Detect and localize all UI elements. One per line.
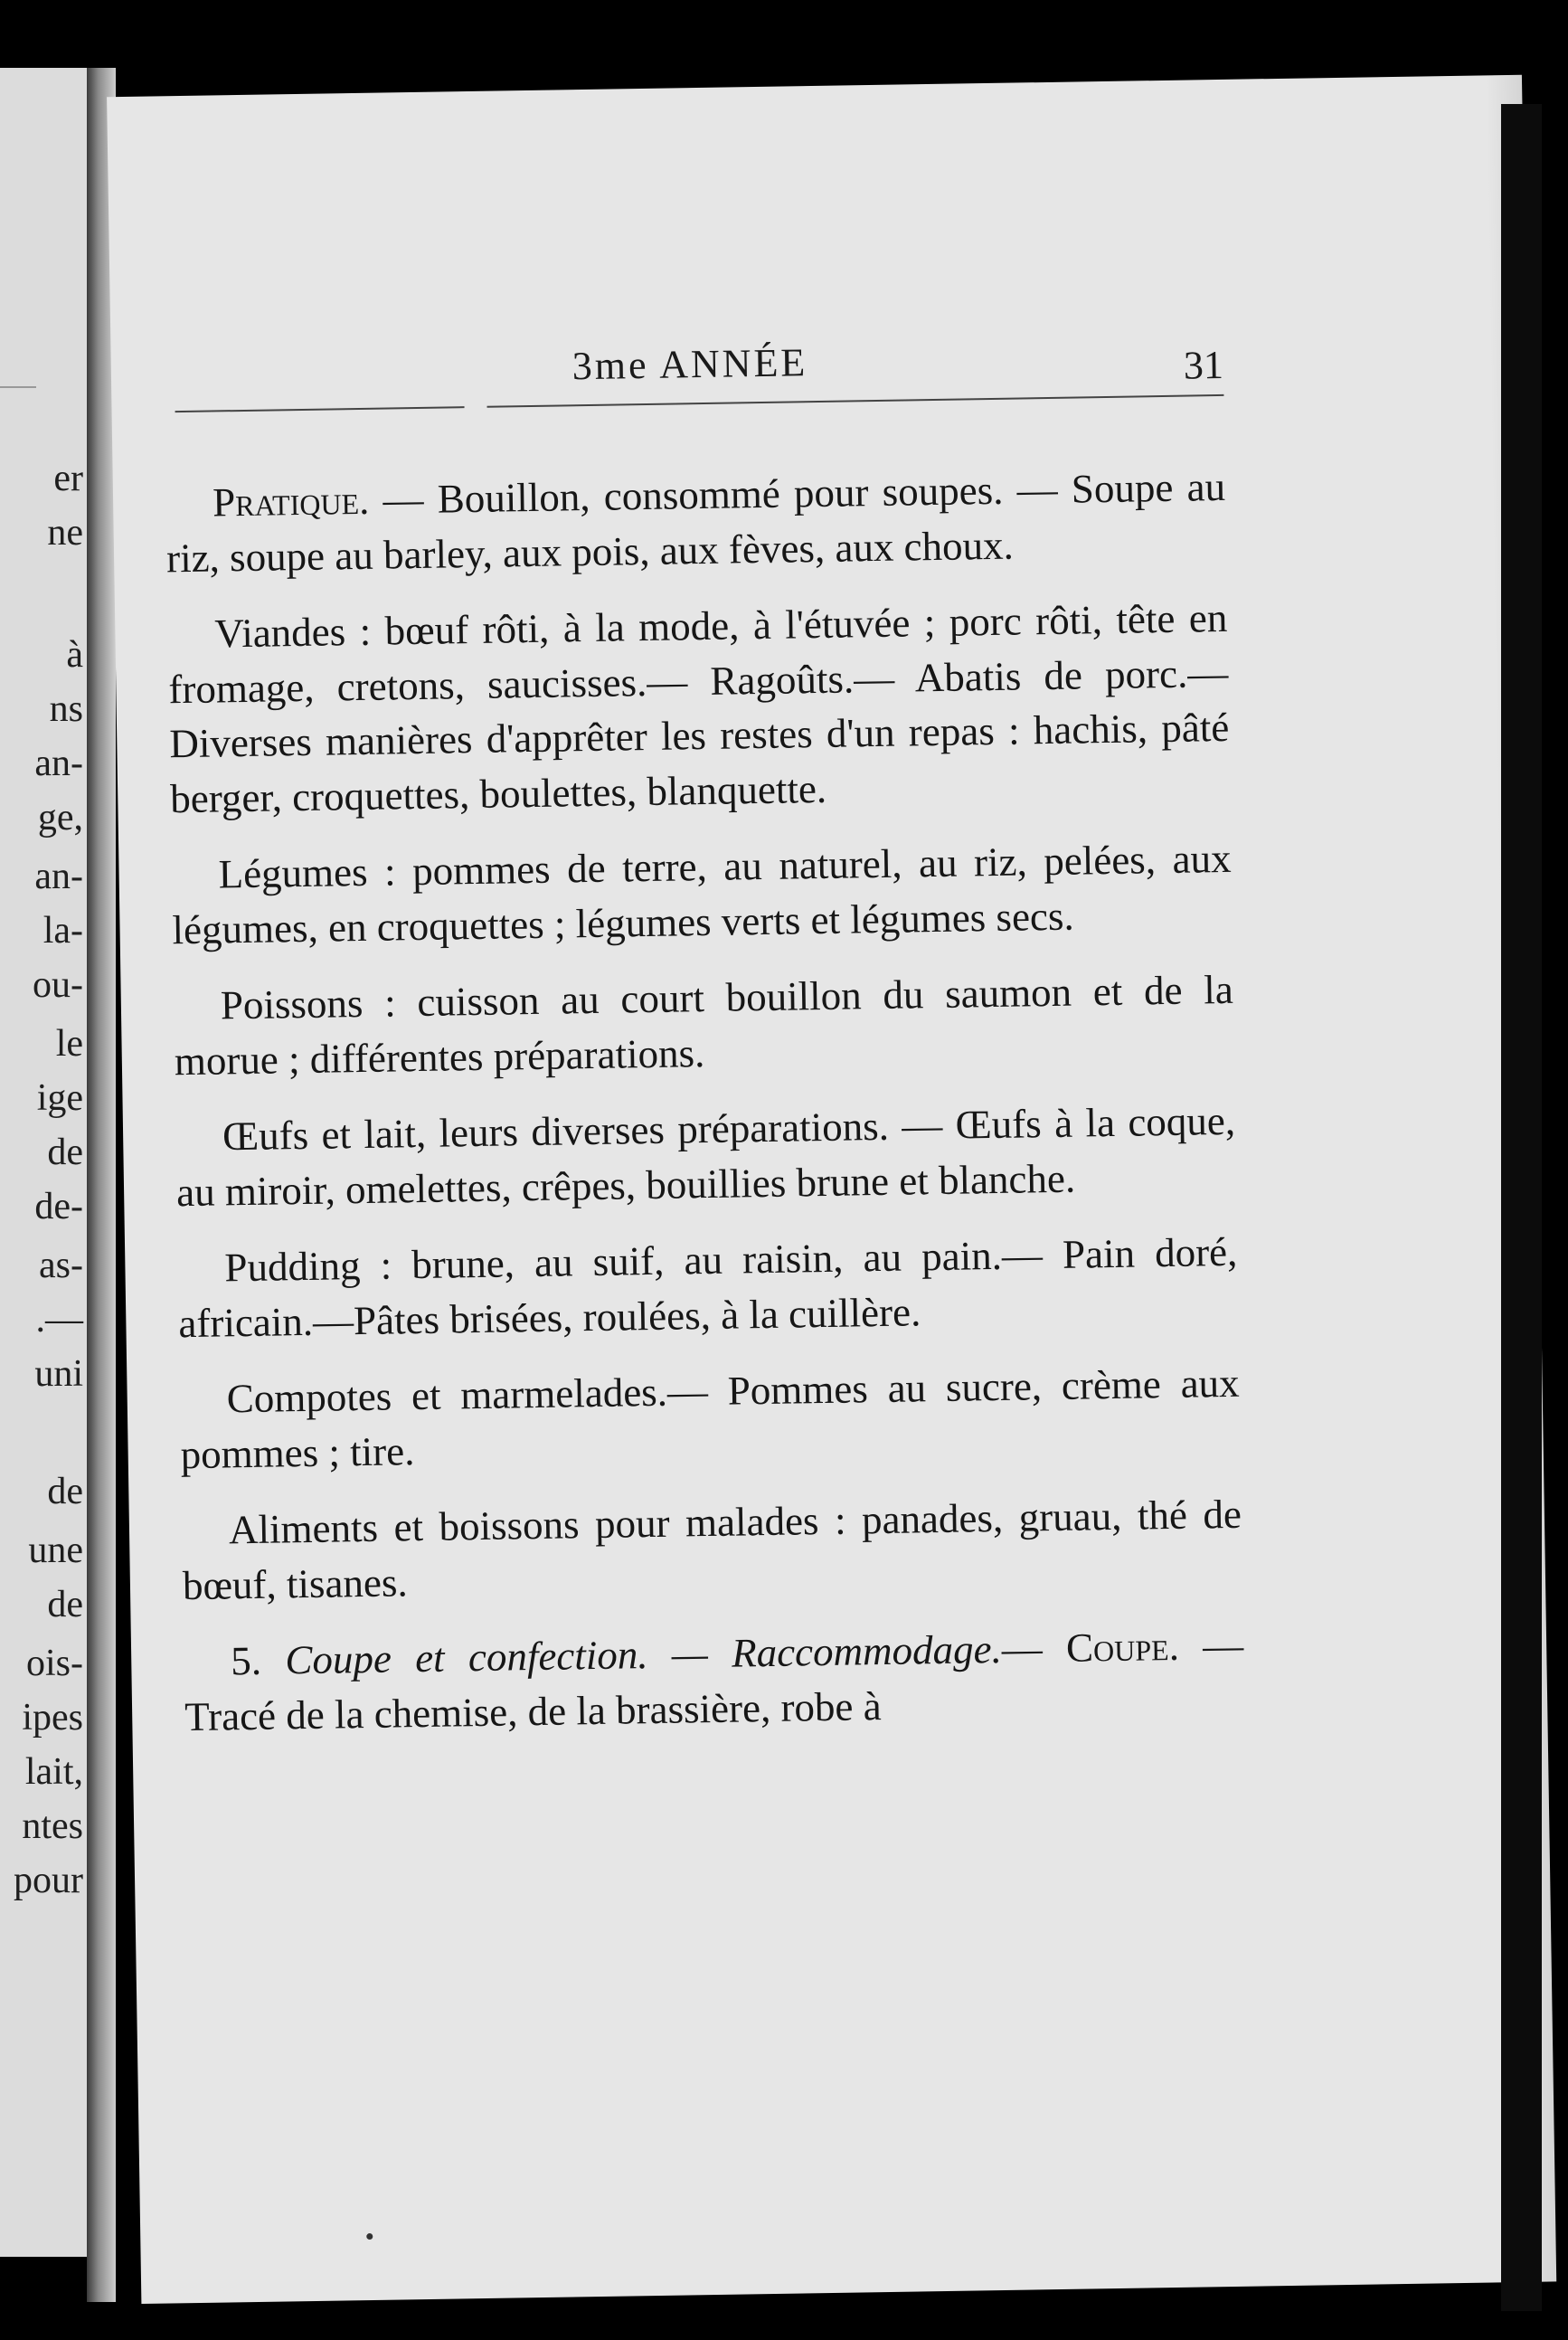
left-page-fragment: ne xyxy=(47,512,83,554)
page-number: 31 xyxy=(1183,342,1224,388)
left-page-fragment: ntes xyxy=(22,1805,83,1847)
left-page-fragment: pour xyxy=(14,1860,83,1901)
section-dash: — xyxy=(1001,1625,1044,1672)
left-page-fragment: ou- xyxy=(33,964,83,1006)
section-heading: Coupe et confection. — Raccommodage. xyxy=(284,1625,1003,1683)
paragraph-aliments: Aliments et boissons pour malades : panades, gruau, thé de bœuf, tisanes. xyxy=(182,1491,1242,1608)
left-page-fragment: de xyxy=(47,1584,83,1625)
book-page xyxy=(107,75,1556,2304)
left-page-fragment: ige xyxy=(36,1077,83,1119)
paragraph-viandes: Viandes : bœuf rôti, à la mode, à l'étuvée ; porc rôti, tête en fromage, cretons, saucisses.— Ragoûts.— Abatis de porc.— Diverses manières d'apprêter les restes d'un repas : hachis, pâté berger, croquettes, boulettes, blanquette. xyxy=(167,594,1230,821)
left-page-rule xyxy=(0,386,36,388)
left-page-fragment: à xyxy=(66,634,83,676)
paragraph-text: — Bouillon, consommé pour soupes. — Soupe au riz, soupe au barley, aux pois, aux fèves, aux choux. xyxy=(165,463,1226,581)
paragraph-compotes: Compotes et marmelades.— Pommes au sucre, crème aux pommes ; tire. xyxy=(180,1359,1240,1477)
left-page-fragment: an- xyxy=(34,856,83,897)
section-number: 5. xyxy=(230,1637,262,1684)
left-page-fragment: ipes xyxy=(22,1697,83,1738)
header-rule xyxy=(487,394,1224,408)
left-page-fragment: ge, xyxy=(37,797,83,838)
header-rule xyxy=(175,406,465,412)
paragraph-pudding: Pudding : brune, au suif, au raisin, au pain.— Pain doré, africain.—Pâtes brisées, roulées, à la cuillère. xyxy=(178,1228,1238,1346)
left-page-fragment: lait, xyxy=(24,1751,83,1793)
paragraph-poissons: Poissons : cuisson au court bouillon du saumon et de la morue ; différentes préparations. xyxy=(174,966,1234,1084)
section-label: Pratique. xyxy=(212,477,370,526)
left-page-fragment: la- xyxy=(43,910,83,952)
left-page-fragment: as- xyxy=(39,1245,83,1286)
left-page-fragment: de xyxy=(47,1471,83,1512)
left-page-fragment: une xyxy=(28,1530,83,1571)
paragraph-oeufs: Œufs et lait, leurs diverses préparations. — Œufs à la coque, au miroir, omelettes, crêpes, bouillies brune et blanche. xyxy=(175,1097,1236,1215)
left-page-fragment: ns xyxy=(49,688,83,730)
paragraph-pratique xyxy=(165,459,1227,585)
left-page-fragment: le xyxy=(55,1023,83,1065)
running-header-title: 3me ANNÉE xyxy=(571,340,808,389)
ink-speck xyxy=(366,2233,373,2240)
body-text xyxy=(165,459,1245,1766)
left-page-fragment: an- xyxy=(34,743,83,784)
paragraph-coupe xyxy=(184,1618,1245,1744)
paragraph-text: — Tracé de la chemise, de la brassière, robe à xyxy=(184,1622,1244,1739)
left-facing-page xyxy=(0,68,94,2257)
left-page-fragment: de- xyxy=(34,1186,83,1227)
left-page-fragment: .— xyxy=(35,1299,83,1341)
left-page-fragment: uni xyxy=(34,1353,83,1395)
section-label: Coupe. xyxy=(1065,1623,1180,1671)
left-page-fragment: ois- xyxy=(26,1643,83,1684)
left-page-fragment: de xyxy=(47,1132,83,1173)
running-header xyxy=(174,333,1223,412)
left-page-fragment: er xyxy=(53,458,83,499)
right-scan-edge xyxy=(1501,104,1542,2311)
paragraph-legumes: Légumes : pommes de terre, au naturel, au riz, pelées, aux légumes, en croquettes ; légumes verts et légumes secs. xyxy=(172,835,1232,952)
